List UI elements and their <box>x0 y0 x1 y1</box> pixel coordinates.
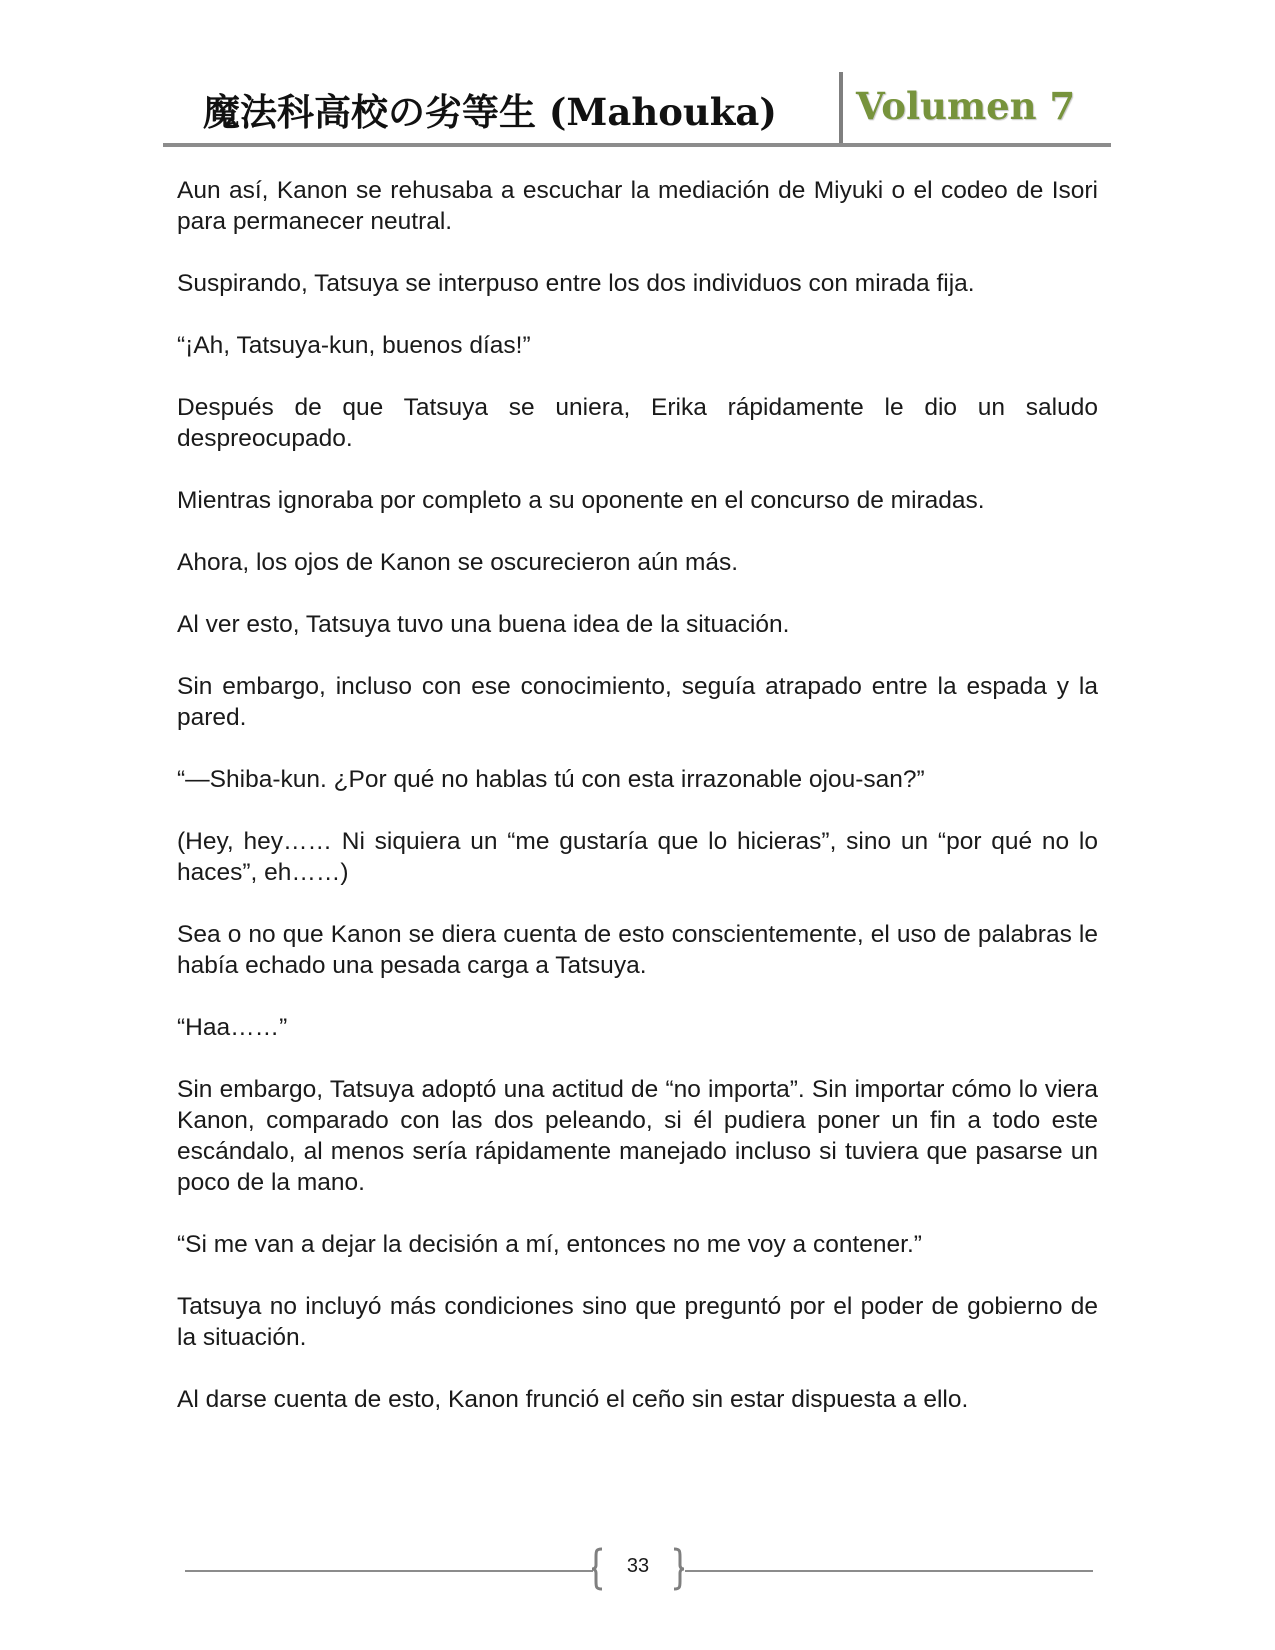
paragraph: Al ver esto, Tatsuya tuvo una buena idea de la situación. <box>177 611 790 638</box>
paragraph: Sin embargo, Tatsuya adoptó una actitud de “no importa”. Sin importar cómo lo viera Kanon, comparado con las dos peleando, si él pudiera poner un fin a todo este escándalo, al menos sería rápidamente manejado incluso si tuviera que pasarse un poco de la mano. <box>177 1076 1098 1196</box>
right-bracket-icon <box>671 1547 685 1591</box>
paragraph: Después de que Tatsuya se uniera, Erika rápidamente le dio un saludo despreocupado. <box>177 394 1098 452</box>
page-header <box>163 72 1111 147</box>
volume-label: Volumen 7 <box>856 84 1076 128</box>
footer-rule-left <box>185 1570 593 1572</box>
header-rule <box>163 143 1111 147</box>
paragraph: Sea o no que Kanon se diera cuenta de esto conscientemente, el uso de palabras le había echado una pesada carga a Tatsuya. <box>177 921 1098 979</box>
body-text <box>177 175 1098 1446</box>
paragraph: “Haa……” <box>177 1014 288 1041</box>
page-number: 33 <box>626 1555 650 1577</box>
paragraph: Aun así, Kanon se rehusaba a escuchar la mediación de Miyuki o el codeo de Isori para permanecer neutral. <box>177 177 1098 235</box>
paragraph: Mientras ignoraba por completo a su oponente en el concurso de miradas. <box>177 487 985 514</box>
paragraph: “—Shiba-kun. ¿Por qué no hablas tú con esta irrazonable ojou-san?” <box>177 766 925 793</box>
paragraph: “¡Ah, Tatsuya-kun, buenos días!” <box>177 332 531 359</box>
paragraph: “Si me van a dejar la decisión a mí, entonces no me voy a contener.” <box>177 1231 922 1258</box>
paragraph: Al darse cuenta de esto, Kanon frunció el ceño sin estar dispuesta a ello. <box>177 1386 969 1413</box>
paragraph: Suspirando, Tatsuya se interpuso entre los dos individuos con mirada fija. <box>177 270 975 297</box>
header-divider <box>839 72 843 145</box>
book-title: 魔法科高校の劣等生 (Mahouka) <box>203 90 777 134</box>
left-bracket-icon <box>591 1547 605 1591</box>
footer-rule-right <box>685 1570 1093 1572</box>
paragraph: (Hey, hey…… Ni siquiera un “me gustaría que lo hicieras”, sino un “por qué no lo haces”, eh……) <box>177 828 1098 886</box>
paragraph: Sin embargo, incluso con ese conocimiento, seguía atrapado entre la espada y la pared. <box>177 673 1098 731</box>
paragraph: Tatsuya no incluyó más condiciones sino que preguntó por el poder de gobierno de la situación. <box>177 1293 1098 1351</box>
paragraph: Ahora, los ojos de Kanon se oscurecieron aún más. <box>177 549 739 576</box>
page-footer <box>185 1545 1093 1595</box>
